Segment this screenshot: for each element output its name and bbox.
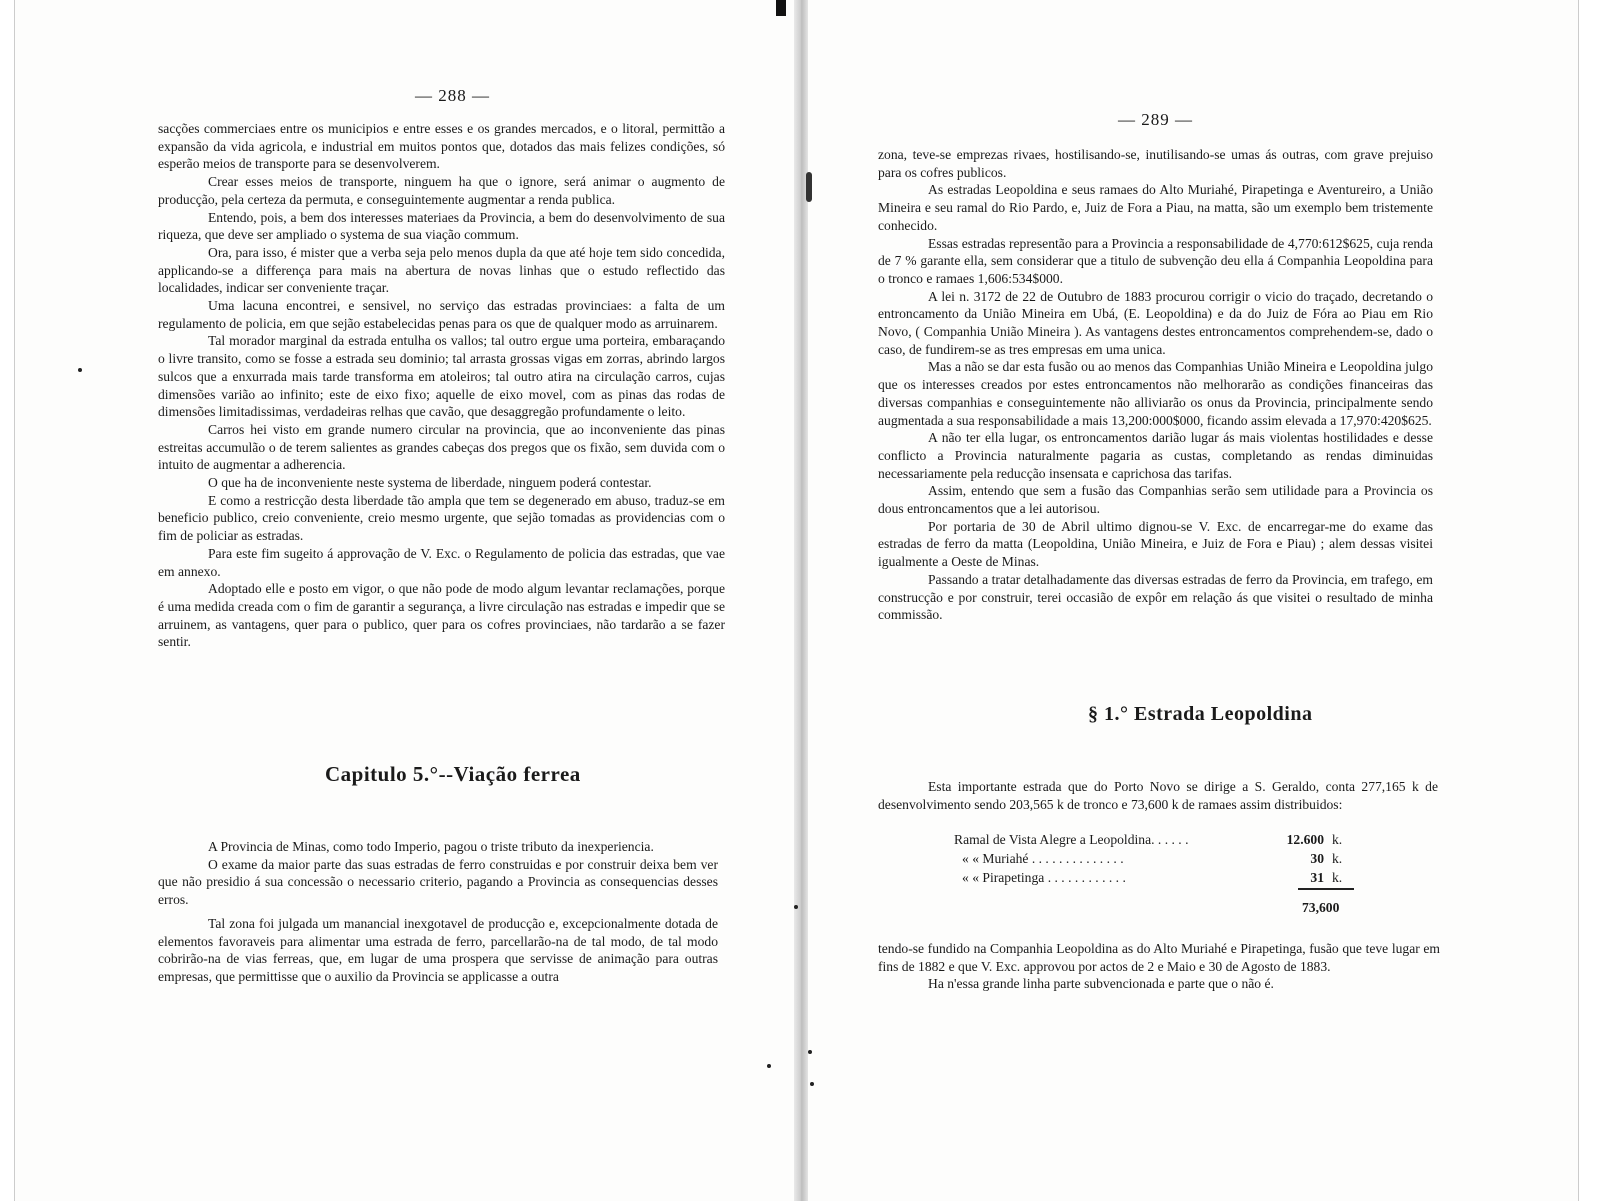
- paragraph: Esta importante estrada que do Porto Novo se dirige a S. Geraldo, conta 277,165 k de desenvolvimento sendo 203,565 k de tronco e 73,600 k de ramaes assim distribuidos:: [878, 779, 1438, 812]
- speck: [78, 368, 82, 372]
- table-row: [950, 868, 1356, 887]
- page-number-left: — 288 —: [415, 86, 490, 105]
- page-number-right: — 289 —: [1118, 110, 1193, 129]
- paragraph: Ora, para isso, é mister que a verba seja pelo menos dupla da que até hoje tem sido concedida, applicando-se a differença para mais na abertura de novas linhas que o estudo reflectido das localidades, indicar ser conveniente traçar.: [158, 244, 725, 296]
- ramal-value: 30: [1310, 850, 1324, 866]
- ramais-table: [950, 830, 1356, 887]
- speck: [794, 905, 798, 909]
- paragraph: As estradas Leopoldina e seus ramaes do Alto Muriahé, Pirapetinga e Aventureiro, a União Mineira e seu ramal do Rio Pardo, e, Juiz de Fora a Piau, na matta, são um exemplo bem tristemente conhecido.: [878, 182, 1433, 233]
- paragraph: Uma lacuna encontrei, e sensivel, no serviço das estradas provinciaes: a falta de um regulamento de policia, em que sejão estabelecidas penas para os que de qualquer modo as arruinarem.: [158, 298, 725, 331]
- paragraph: Essas estradas representão para a Provincia a responsabilidade de 4,770:612$625, cuja renda de 7 % garante ella, sem considerar que a titulo de subvenção deu ella á Companhia Leopoldina para o tronco e ramaes 1,606:534$000.: [878, 235, 1433, 286]
- paragraph: Assim, entendo que sem a fusão das Companhias serão sem utilidade para a Provincia os dous entroncamentos que a lei autorisou.: [878, 483, 1433, 517]
- left-page: [14, 0, 795, 1201]
- paragraph: sacções commerciaes entre os municipios e entre esses e os grandes mercados, e o litoral, permittão a expansão da vida agricola, e industrial em muitos pontos que, dotados das mais felizes condições, só esperão meios de transporte para se desenvolverem.: [158, 121, 725, 172]
- ramal-value: 31: [1310, 869, 1324, 885]
- paragraph: A lei n. 3172 de 22 de Outubro de 1883 procurou corrigir o vicio do traçado, decretando o entroncamento da União Mineira em Ubá, (E. Leopoldina) e da do Juiz de Fóra ao Piau em Rio Novo, ( Companhia União Mineira ). As vantagens destes entroncamentos comprehendem-se, dado o caso, de fundirem-se as tres empresas em uma unica.: [878, 288, 1433, 357]
- paragraph: tendo-se fundido na Companhia Leopoldina as do Alto Muriahé e Pirapetinga, fusão que teve lugar em fins de 1882 e que V. Exc. approvou por actos de 2 e Maio e 30 de Agosto de 1883.: [878, 941, 1440, 974]
- paragraph: Por portaria de 30 de Abril ultimo dignou-se V. Exc. de encarregar-me do exame das estradas de ferro da matta (Leopoldina, União Mineira, e Juiz de Fora e Piau) ; alem dessas visitei igualmente a Oeste de Minas.: [878, 518, 1433, 570]
- sum-rule: [1298, 888, 1354, 890]
- ramal-unit: k.: [1332, 831, 1343, 847]
- paragraph: zona, teve-se emprezas rivaes, hostilisando-se, inutilisando-se umas ás outras, com grave prejuiso para os cofres publicos.: [878, 147, 1433, 180]
- paragraph: Entendo, pois, a bem dos interesses materiaes da Provincia, a bem do desenvolvimento de sua riqueza, que deve ser ampliado o systema de sua viação commum.: [158, 209, 725, 243]
- left-bottom-text: [158, 838, 718, 986]
- ramal-unit: k.: [1332, 869, 1343, 885]
- paragraph: O que ha de inconveniente neste systema de liberdade, ninguem poderá contestar.: [208, 475, 652, 491]
- paragraph: A não ter ella lugar, os entroncamentos darião lugar ás mais violentas hostilidades e desse conflicto a Provincia naturalmente pagaria as custas, completando as rendas diminuidas necessariamente pela reducção insensata e caprichosa das tarifas.: [878, 430, 1433, 481]
- ramal-label: « « Pirapetinga . . . . . . . . . . . .: [962, 869, 1126, 885]
- right-page: [808, 0, 1579, 1201]
- paragraph: O exame da maior parte das suas estradas de ferro construidas e por construir deixa bem ver que não presidio á sua concessão o necessario criterio, pagando a Provincia as consequencias desses erros.: [158, 856, 718, 908]
- right-top-text: [878, 146, 1433, 624]
- speck: [767, 1064, 771, 1068]
- section-intro: [878, 778, 1438, 813]
- binding-mark: [806, 172, 812, 202]
- left-top-text: [158, 120, 725, 651]
- ramal-unit: k.: [1332, 850, 1343, 866]
- chapter-heading: Capitulo 5.°--Viação ferrea: [325, 762, 581, 786]
- paragraph: A Provincia de Minas, como todo Imperio, pagou o triste tributo da inexperiencia.: [208, 839, 654, 854]
- paragraph: Adoptado elle e posto em vigor, o que não pode de modo algum levantar reclamações, porque é uma medida creada com o fim de garantir a segurança, a livre circulação nas estradas e impedir que se arruinem, as vantagens, quer para o publico, quer para os cofres provinciaes, não tardarão a se fazer sentir.: [158, 581, 725, 650]
- speck: [810, 1082, 814, 1086]
- binding-mark: [776, 0, 786, 16]
- paragraph: Carros hei visto em grande numero circular na provincia, que ao inconveniente das pinas estreitas accumulão o de terem salientes as grandes cabeças dos pregos que os fixão, sem duvida com o intuito de augmentar a adherencia.: [158, 421, 725, 473]
- paragraph: Ha n'essa grande linha parte subvencionada e parte que o não é.: [928, 976, 1274, 992]
- ramais-total: 73,600: [1302, 900, 1340, 915]
- paragraph: Tal zona foi julgada um manancial inexgotavel de producção e, excepcionalmente dotada de elementos favoraveis para alimentar uma estrada de ferro, parcellarão-na de tal modo, de tal modo cobrirão-na de vias ferreas, que, em lugar de uma prospera que servisse de animação para outras empresas, que permittisse que o auxilio da Provincia se applicasse a outra: [158, 915, 718, 984]
- section-heading: § 1.° Estrada Leopoldina: [1088, 703, 1313, 725]
- table-row: [950, 849, 1356, 868]
- ramal-label: « « Muriahé . . . . . . . . . . . . . .: [962, 850, 1124, 866]
- ramal-label: Ramal de Vista Alegre a Leopoldina. . . . . .: [954, 831, 1189, 847]
- paragraph: Para este fim sugeito á approvação de V. Exc. o Regulamento de policia das estradas, que vae em annexo.: [158, 545, 725, 579]
- paragraph: Crear esses meios de transporte, ninguem ha que o ignore, será animar o augmento de producção, pela certeza da permuta, e conseguintemente augmentar a renda publica.: [158, 174, 725, 207]
- paragraph: E como a restricção desta liberdade tão ampla que tem se degenerado em abuso, traduz-se em beneficio publico, creio conveniente, creio mesmo urgente, que sejão tomadas as providencias com o fim de policiar as estradas.: [158, 492, 725, 544]
- paragraph: Tal morador marginal da estrada entulha os vallos; tal outro ergue uma porteira, embaraçando o livre transito, como se fosse a estrada seu dominio; tal arrasta grossas vigas em zorras, abrindo largos sulcos que a enxurrada mais tarde transforma em atoleiros; tal outro atira na circulação carros, cujas dimensões varião ao infinito; este de eixo fixo; aquelle de eixo movel, com as pinas das rodas de dimensões limitadissimas, verdadeiras relhas que cavão, que desaggregão profundamente o leito.: [158, 333, 725, 420]
- ramal-value: 12.600: [1286, 831, 1324, 847]
- speck: [808, 1050, 812, 1054]
- table-row: [950, 830, 1356, 849]
- paragraph: Mas a não se dar esta fusão ou ao menos das Companhias União Mineira e Leopoldina julgo que os interesses creados por estes entroncamentos não melhorarão as condições financeiras das diversas companhias e conseguintemente não alliviarão os onus da Provincia, principalmente sendo augmentada a sua responsabilidade a mais 13,200:000$000, ficando assim elevada a 17,970:420$625.: [878, 359, 1433, 428]
- paragraph: Passando a tratar detalhadamente das diversas estradas de ferro da Provincia, em trafego, em construcção e por construir, terei occasião de expôr em relação ás que visitei o resultado de minha commissão.: [878, 571, 1433, 623]
- right-bottom-text: [878, 940, 1440, 993]
